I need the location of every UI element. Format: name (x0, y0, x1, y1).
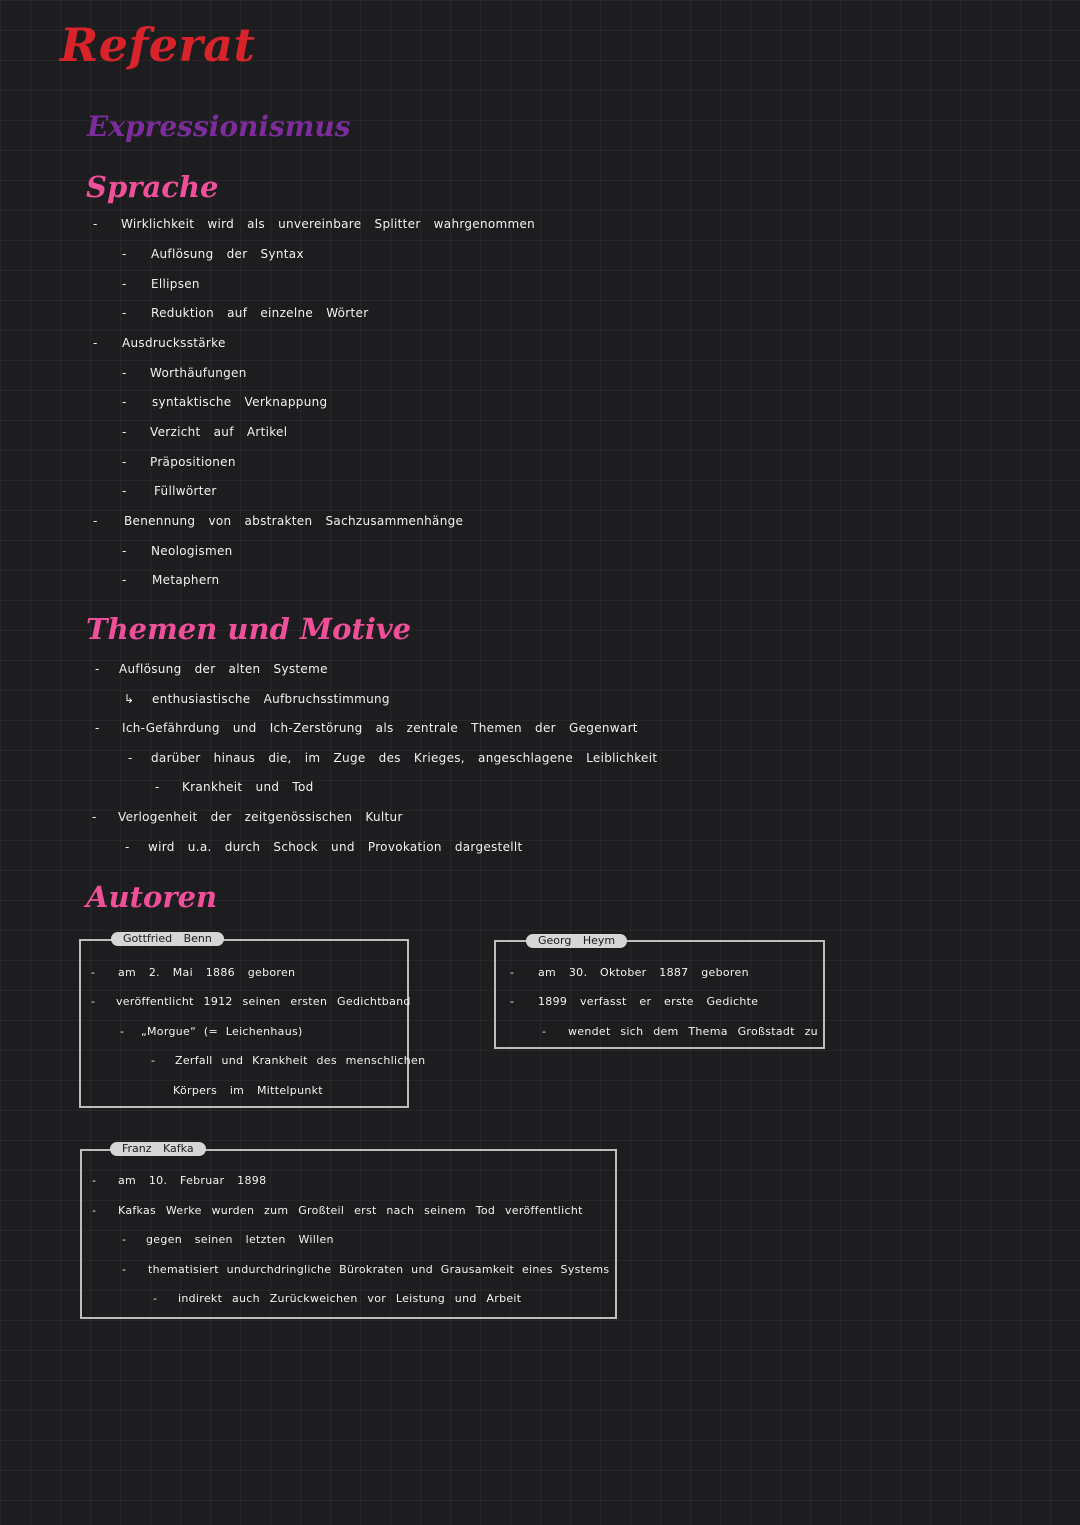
list-item: Auflösung der Syntax (151, 247, 304, 261)
list-item: Präpositionen (150, 455, 236, 469)
list-item: Benennung von abstrakten Sachzusammenhänge (124, 514, 464, 528)
list-item: Wirklichkeit wird als unvereinbare Splitter wahrgenommen (121, 217, 536, 231)
bullet-dash: - (122, 1263, 126, 1276)
author-name-tag: Gottfried Benn (111, 932, 224, 946)
bullet-dash: - (122, 425, 127, 439)
list-item: Kafkas Werke wurden zum Großteil erst nach seinem Tod veröffentlicht (118, 1204, 583, 1217)
list-item: syntaktische Verknappung (152, 395, 328, 409)
bullet-dash: - (93, 336, 98, 350)
page-title: Referat (60, 18, 256, 72)
bullet-dash: - (122, 306, 127, 320)
list-item: Verzicht auf Artikel (150, 425, 288, 439)
list-item: Verlogenheit der zeitgenössischen Kultur (118, 810, 403, 824)
list-item: wendet sich dem Thema Großstadt zu (568, 1025, 818, 1038)
author-card-benn (79, 932, 426, 1108)
bullet-dash: - (95, 721, 100, 735)
bullet-dash: - (91, 995, 95, 1008)
list-item: Ich-Gefährdung und Ich-Zerstörung als zentrale Themen der Gegenwart (122, 721, 638, 735)
list-item: veröffentlicht 1912 seinen ersten Gedichtband (116, 995, 411, 1008)
bullet-dash: - (122, 366, 127, 380)
list-item: enthusiastische Aufbruchsstimmung (152, 692, 390, 706)
list-item: 1899 verfasst er erste Gedichte (538, 995, 759, 1008)
list-item: Neologismen (151, 544, 233, 558)
section-heading-themen: Themen und Motive (86, 612, 412, 646)
bullet-dash: - (122, 247, 127, 261)
bullet-dash: - (125, 840, 130, 854)
author-card-heym (494, 934, 825, 1049)
bullet-dash: - (122, 544, 127, 558)
bullet-dash: - (122, 277, 127, 291)
list-item: thematisiert undurchdringliche Bürokraten und Grausamkeit eines Systems (148, 1263, 610, 1276)
bullet-dash: - (510, 995, 514, 1008)
list-item: Krankheit und Tod (182, 780, 314, 794)
bullet-dash: - (122, 484, 127, 498)
list-item: indirekt auch Zurückweichen vor Leistung und Arbeit (178, 1292, 522, 1305)
bullet-dash: - (151, 1054, 155, 1067)
bullet-dash: - (542, 1025, 546, 1038)
subject-title: Expressionismus (87, 110, 351, 143)
section-heading-autoren: Autoren (86, 880, 218, 914)
list-item: Füllwörter (154, 484, 217, 498)
list-item: Ellipsen (151, 277, 200, 291)
bullet-dash: - (92, 1174, 96, 1187)
author-name-tag: Franz Kafka (110, 1142, 206, 1156)
author-card-kafka (80, 1142, 617, 1319)
list-item: gegen seinen letzten Willen (146, 1233, 334, 1246)
bullet-dash: - (92, 810, 97, 824)
list-item: „Morgue“ (= Leichenhaus) (141, 1025, 303, 1038)
bullet-dash: - (93, 514, 98, 528)
list-item: am 30. Oktober 1887 geboren (538, 966, 749, 979)
bullet-dash: - (122, 1233, 126, 1246)
bullet-dash: - (155, 780, 160, 794)
list-item: Zerfall und Krankheit des menschlichen (175, 1054, 426, 1067)
list-item: am 10. Februar 1898 (118, 1174, 267, 1187)
list-item: wird u.a. durch Schock und Provokation dargestellt (148, 840, 523, 854)
section-heading-sprache: Sprache (86, 170, 219, 204)
bullet-dash: - (510, 966, 514, 979)
bullet-dash: - (122, 573, 127, 587)
list-item: am 2. Mai 1886 geboren (118, 966, 296, 979)
bullet-dash: - (92, 1204, 96, 1217)
list-item: Metaphern (152, 573, 220, 587)
bullet-dash: - (95, 662, 100, 676)
list-item: Worthäufungen (150, 366, 247, 380)
list-item: Ausdrucksstärke (122, 336, 226, 350)
list-item: Auflösung der alten Systeme (119, 662, 328, 676)
bullet-dash: - (93, 217, 98, 231)
bullet-dash: - (153, 1292, 157, 1305)
list-item: Reduktion auf einzelne Wörter (151, 306, 369, 320)
bullet-dash: - (128, 751, 133, 765)
author-name-tag: Georg Heym (526, 934, 627, 948)
list-item: Körpers im Mittelpunkt (173, 1084, 323, 1097)
arrow-icon: ↳ (124, 692, 135, 706)
bullet-dash: - (122, 455, 127, 469)
bullet-dash: - (122, 395, 127, 409)
bullet-dash: - (91, 966, 95, 979)
list-item: darüber hinaus die, im Zuge des Krieges, angeschlagene Leiblichkeit (151, 751, 658, 765)
bullet-dash: - (120, 1025, 124, 1038)
